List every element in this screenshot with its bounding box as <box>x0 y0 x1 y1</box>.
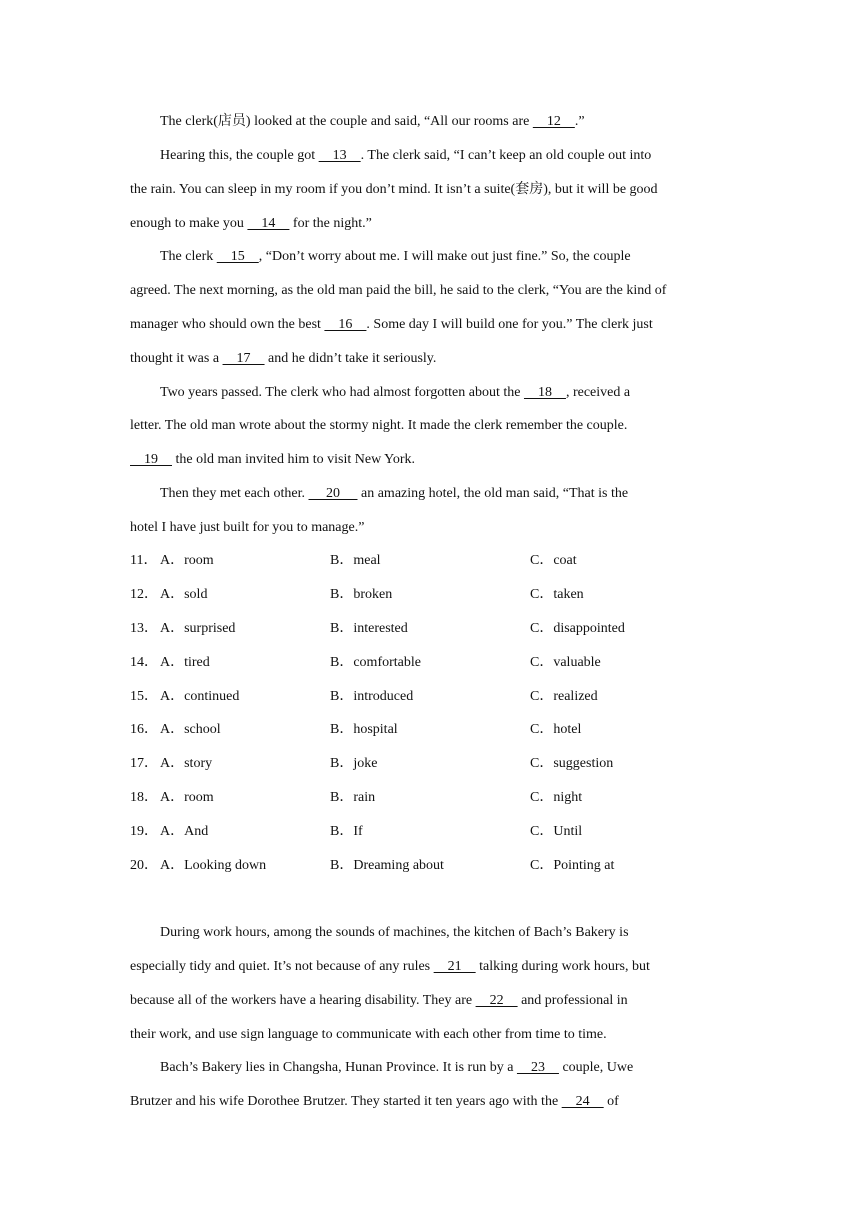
passage-line: Then they met each other. 20 an amazing hotel, the old man said, “That is the <box>160 486 629 501</box>
option-a: A．And <box>160 824 209 839</box>
blank-19: 19 <box>130 452 172 467</box>
option-b: B．broken <box>330 587 393 602</box>
blank-21: 21 <box>433 959 476 974</box>
option-a: A．school <box>160 722 221 737</box>
passage-line: The clerk(店员) looked at the couple and said, “All our rooms are 12 .” <box>160 114 585 129</box>
option-c: C．hotel <box>530 722 582 737</box>
question-number: 18． <box>130 790 158 805</box>
option-b: B．joke <box>330 756 378 771</box>
blank-12: 12 <box>532 114 575 129</box>
passage-line: because all of the workers have a hearing disability. They are 22 and professional in <box>130 993 628 1008</box>
option-a: A．Looking down <box>160 858 267 873</box>
question-number: 17． <box>130 756 158 771</box>
passage-line: agreed. The next morning, as the old man paid the bill, he said to the clerk, “You are the kind of <box>130 283 667 298</box>
option-b: B．interested <box>330 621 408 636</box>
option-b: B．If <box>330 824 363 839</box>
blank-15: 15 <box>216 249 259 264</box>
option-c: C．realized <box>530 689 598 704</box>
option-a: A．tired <box>160 655 210 670</box>
option-b: B．comfortable <box>330 655 421 670</box>
option-b: B．introduced <box>330 689 414 704</box>
blank-18: 18 <box>523 385 566 400</box>
option-c: C．coat <box>530 553 577 568</box>
option-b: B．rain <box>330 790 376 805</box>
option-a: A．story <box>160 756 213 771</box>
option-b: B．Dreaming about <box>330 858 444 873</box>
passage-line: hotel I have just built for you to manage.” <box>130 520 365 535</box>
blank-16: 16 <box>324 317 367 332</box>
passage-line: thought it was a 17 and he didn’t take it seriously. <box>130 351 437 366</box>
option-c: C．suggestion <box>530 756 614 771</box>
blank-14: 14 <box>247 216 290 231</box>
option-c: C．Pointing at <box>530 858 615 873</box>
question-number: 16． <box>130 722 158 737</box>
passage-line: 19 the old man invited him to visit New York. <box>130 452 416 467</box>
option-c: C．disappointed <box>530 621 625 636</box>
passage-line: especially tidy and quiet. It’s not because of any rules 21 talking during work hours, but <box>130 959 650 974</box>
option-c: C．night <box>530 790 583 805</box>
question-number: 20． <box>130 858 158 873</box>
blank-22: 22 <box>475 993 518 1008</box>
blank-17: 17 <box>222 351 265 366</box>
blank-20: 20 <box>308 486 358 501</box>
option-b: B．hospital <box>330 722 398 737</box>
blank-13: 13 <box>318 148 361 163</box>
passage-line: Brutzer and his wife Dorothee Brutzer. They started it ten years ago with the 24 of <box>130 1094 619 1109</box>
question-number: 19． <box>130 824 158 839</box>
question-number: 11． <box>130 553 158 568</box>
option-a: A．continued <box>160 689 240 704</box>
passage-line: manager who should own the best 16 . Some day I will build one for you.” The clerk just <box>130 317 653 332</box>
blank-23: 23 <box>516 1060 559 1075</box>
passage-line: enough to make you 14 for the night.” <box>130 216 372 231</box>
option-a: A．surprised <box>160 621 236 636</box>
passage-line: letter. The old man wrote about the stormy night. It made the clerk remember the couple. <box>130 418 628 433</box>
passage-line: their work, and use sign language to communicate with each other from time to time. <box>130 1027 607 1042</box>
passage-line: Two years passed. The clerk who had almost forgotten about the 18 , received a <box>160 385 631 400</box>
passage-line: Bach’s Bakery lies in Changsha, Hunan Province. It is run by a 23 couple, Uwe <box>160 1060 634 1075</box>
passage-line: The clerk 15 , “Don’t worry about me. I will make out just fine.” So, the couple <box>160 249 631 264</box>
option-c: C．Until <box>530 824 583 839</box>
option-c: C．taken <box>530 587 584 602</box>
passage-line: the rain. You can sleep in my room if you don’t mind. It isn’t a suite(套房), but it will be good <box>130 182 658 197</box>
option-c: C．valuable <box>530 655 601 670</box>
question-number: 13． <box>130 621 158 636</box>
blank-24: 24 <box>561 1094 604 1109</box>
passage-line: During work hours, among the sounds of machines, the kitchen of Bach’s Bakery is <box>160 925 629 940</box>
option-a: A．room <box>160 790 214 805</box>
question-number: 14． <box>130 655 158 670</box>
passage-line: Hearing this, the couple got 13 . The clerk said, “I can’t keep an old couple out into <box>160 148 652 163</box>
question-number: 12． <box>130 587 158 602</box>
option-a: A．sold <box>160 587 208 602</box>
option-b: B．meal <box>330 553 381 568</box>
question-number: 15． <box>130 689 158 704</box>
option-a: A．room <box>160 553 214 568</box>
